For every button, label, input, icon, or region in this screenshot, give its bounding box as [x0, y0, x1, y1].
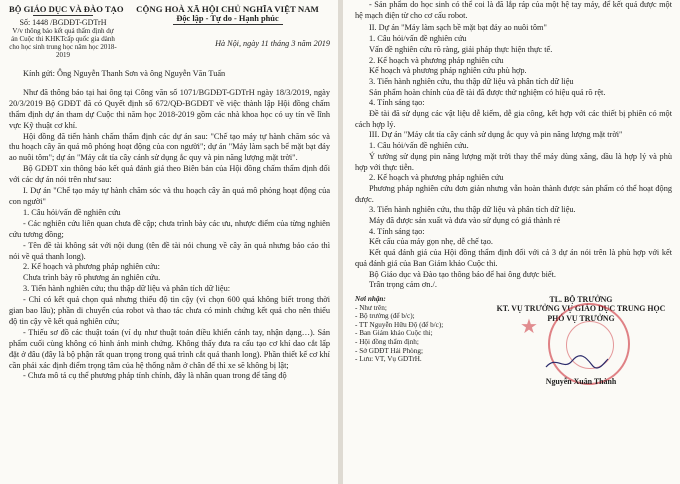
- section-heading: 3. Tiến hành nghiên cứu, thu thập dữ liệu và phân tích dữ liệu.: [369, 205, 576, 215]
- paragraph: - Các nghiên cứu liên quan chưa đề cập; chưa trình bày các ưu, nhược điểm của từng nghiên cứu tương đồng;: [9, 218, 330, 239]
- signer-line-1: TL. BỘ TRƯỞNG: [549, 294, 613, 304]
- salutation: Kính gửi: Ông Nguyễn Thanh Sơn và ông Nguyễn Văn Tuấn: [23, 69, 226, 78]
- recipient-item: - Bộ trưởng (để b/c);: [355, 312, 415, 321]
- handwritten-signature: [542, 353, 612, 373]
- project-title: I. Dự án "Chế tạo máy tự hành chăm sóc và thu hoạch cây ăn quả mô phỏng hoạt động của con người": [9, 186, 330, 206]
- section-heading: 2. Kế hoạch và phương pháp nghiên cứu: [369, 55, 504, 65]
- signature-area: [355, 294, 672, 386]
- recipients-title: Nơi nhận:: [355, 294, 386, 303]
- paragraph: Ý tưởng sử dụng pin năng lượng mặt trời thay thế máy dùng xăng, dầu là hợp lý và phù hợp với thực tiễn.: [355, 151, 672, 172]
- recipient-item: - Lưu: VT, Vụ GDTrH.: [355, 355, 422, 364]
- section-heading: 4. Tính sáng tạo:: [369, 98, 425, 108]
- section-heading: 3. Tiến hành nghiên cứu, thu thập dữ liệu và phân tích dữ liệu: [369, 76, 574, 86]
- conclusion: Kết quả đánh giá của Hội đồng thẩm định đối với cả 3 dự án nói trên là phù hợp với kết quả đánh giá của Ban Giám khảo Cuộc thi.: [355, 248, 672, 268]
- header-right: [125, 4, 330, 59]
- section-heading: 4. Tính sáng tạo:: [369, 226, 425, 236]
- signer-block: [490, 294, 672, 386]
- signer-line-2: KT. VỤ TRƯỞNG VỤ GIÁO DỤC TRUNG HỌC: [496, 304, 666, 314]
- recipient-item: - Như trên;: [355, 303, 387, 312]
- paragraph: Phương pháp nghiên cứu đơn giản nhưng vẫn hoàn thành được sản phẩm có thể hoạt động được.: [355, 183, 672, 204]
- section-heading: 2. Kế hoạch và phương pháp nghiên cứu: [369, 173, 504, 183]
- paragraph: - Thiếu sơ đồ các thuật toán (ví dụ như thuật toán điều khiển cánh tay, nhận dạng…). Sản phẩm cuối cùng không có hình ảnh minh chứng. Không thấy đưa ra cấu tạo cơ khí dao cắt lấp đặt ở đâu (đây là bộ phận rất quan trọng trong quá trình cắt quả thanh long). Phần thiết kế cơ khí cần phải xác định điểm trọng tâm của hệ thống nằm ở chân đế thì xe sẽ không bị lật;: [9, 327, 330, 370]
- paragraph: Bộ GDĐT xin thông báo kết quả đánh giá theo Biên bản của Hội đồng chấm thẩm định đối với các dự án nói trên như sau:: [9, 164, 330, 185]
- paragraph: Kế hoạch và phương pháp nghiên cứu phù hợp.: [369, 66, 527, 76]
- seal-star-icon: ★: [520, 315, 538, 338]
- recipient-item: - TT Nguyễn Hữu Độ (để b/c);: [355, 320, 444, 329]
- paragraph: Như đã thông báo tại hai ông tại Công văn số 1071/BGDĐT-GDTrH ngày 18/3/2019, ngày 20/3/2019 Bộ GDĐT đã có Quyết định số 672/QĐ-BGDĐT về việc thành lập Hội đồng chấm thẩm định dự án tham dự Cuộc thi năm học 2018-2019 gồm các nhà khoa học có uy tín về lĩnh vực Kỹ thuật cơ khí.: [9, 87, 330, 130]
- header-left: [9, 4, 124, 59]
- left-document-page: [0, 0, 338, 484]
- paragraph: Hội đồng đã tiến hành chấm thẩm định các dự án sau: "Chế tạo máy tự hành chăm sóc và thu hoạch cây ăn quả mô phỏng hoạt động của con người"; dự án "Máy làm sạch bể mặt bạt đáy ao nuôi tôm"; dự án "Máy cắt tỉa cây cảnh sử dụng ắc quy và pin năng lượng mặt trời".: [9, 131, 330, 163]
- paragraph: Đề tài đã sử dụng các vật liệu dễ kiếm, dễ gia công, kết hợp với các thiết bị phiên có một cách hợp lý.: [355, 109, 672, 129]
- section-heading: 3. Tiến hành nghiên cứu; thu thập dữ liệu và phân tích dữ liệu:: [23, 284, 231, 294]
- project-title: II. Dự án "Máy làm sạch bề mặt bạt đáy ao nuôi tôm": [369, 23, 547, 33]
- right-document-page: [343, 0, 680, 484]
- recipient-item: - Ban Giám khảo Cuộc thi;: [355, 329, 433, 338]
- project-title: III. Dự án "Máy cắt tỉa cây cảnh sử dụng ắc quy và pin năng lượng mặt trời": [369, 130, 623, 140]
- recipient-item: - Sở GDĐT Hải Phòng;: [355, 346, 423, 355]
- letter-header: [9, 4, 330, 59]
- regards: Trân trọng cảm ơn./.: [369, 280, 437, 290]
- paragraph: - Chưa mô tả cụ thể phương pháp tính chính, đây là nhân quan trong để tăng độ: [23, 371, 287, 381]
- paragraph: Chưa trình bày rõ phương án nghiên cứu.: [23, 273, 161, 283]
- ministry-name: BỘ GIÁO DỤC VÀ ĐÀO TẠO: [9, 4, 124, 14]
- section-heading: 2. Kế hoạch và phương pháp nghiên cứu:: [23, 262, 160, 272]
- nation-title: CỘNG HOÀ XÃ HỘI CHỦ NGHĨA VIỆT NAM: [136, 4, 319, 14]
- paragraph: - Chỉ có kết quả chọn quả nhưng thiếu độ tin cậy (vì chọn 600 quả không biết trong thời gian bao lâu); phần di chuyển của robot và thao tác chưa có minh chứng kết quả cho nên thiếu độ tin cậy về kết quả nghiên cứu;: [9, 295, 330, 326]
- paragraph: - Sản phẩm do học sinh có thể coi là đã lắp ráp của một hệ tay máy, để kết quả được một hệ mạch điện từ cho cơ cấu robot.: [355, 0, 672, 20]
- section-heading: 1. Câu hỏi/vấn đề nghiên cứu.: [369, 141, 469, 151]
- section-heading: 1. Câu hỏi/vấn đề nghiên cứu: [23, 207, 121, 217]
- document-date: Hà Nội, ngày 11 tháng 3 năm 2019: [215, 39, 330, 48]
- motto: Độc lập - Tự do - Hạnh phúc: [176, 14, 279, 23]
- paragraph: Máy đã được sản xuất và đưa vào sử dụng có giá thành rẻ: [369, 216, 561, 226]
- notice: Bộ Giáo dục và Đào tạo thông báo để hai ông được biết.: [369, 269, 556, 279]
- reference-number: Số: 1448 /BGDĐT-GDTrH: [19, 18, 107, 27]
- signer-line-3: PHÓ VỤ TRƯỞNG: [547, 313, 615, 323]
- section-heading: 1. Câu hỏi/vấn đề nghiên cứu: [369, 34, 467, 44]
- recipients-list: [355, 295, 490, 364]
- subject-line: V/v thông báo kết quả thẩm định dự án Cuộc thi KHKTcấp quốc gia dành cho học sinh trung học năm học 2018-2019: [9, 27, 117, 59]
- signer-name: Nguyễn Xuân Thành: [545, 376, 617, 386]
- paragraph: Vấn đề nghiên cứu rõ ràng, giải pháp thực hiện thực tế.: [369, 44, 553, 54]
- recipient-item: - Hội đồng thẩm định;: [355, 337, 419, 346]
- paragraph: Sản phẩm hoàn chỉnh của đề tài đã được thử nghiệm có hiệu quả rõ rệt.: [369, 87, 606, 97]
- paragraph: Kết cấu của máy gọn nhẹ, dễ chế tạo.: [369, 237, 493, 247]
- paragraph: - Tên đề tài không sát với nội dung (tên đề tài nói chung về cây ăn quả nhưng báo cáo thì nói về quả thanh long).: [9, 240, 330, 261]
